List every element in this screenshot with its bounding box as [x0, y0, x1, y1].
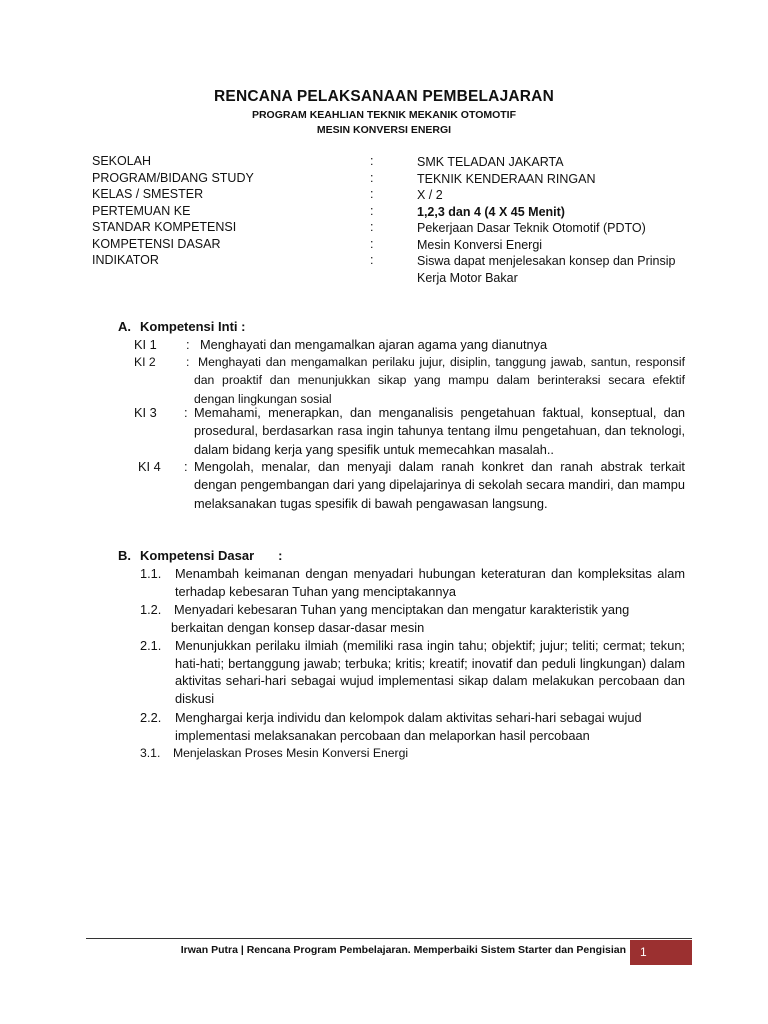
kd-text: Menjelaskan Proses Mesin Konversi Energi — [173, 746, 409, 760]
info-separator: : — [370, 236, 374, 251]
info-separator: : — [370, 187, 374, 201]
section-title: Kompetensi Dasar — [140, 548, 255, 563]
info-value: X / 2 — [417, 188, 443, 202]
info-value: Pekerjaan Dasar Teknik Otomotif (PDTO) — [417, 221, 646, 235]
ki-number: KI 3 — [134, 405, 157, 420]
ki-number: KI 2 — [134, 355, 156, 369]
section-letter: A. — [118, 319, 131, 334]
kd-text: Menyadari kebesaran Tuhan yang menciptakan dan mengatur karakteristik yang berkaitan dengan konsep dasar-dasar mesin — [171, 602, 630, 635]
footer-divider — [86, 938, 692, 939]
section-letter: B. — [118, 548, 131, 563]
ki-separator: : — [186, 355, 190, 369]
info-label: PROGRAM/BIDANG STUDY — [92, 170, 254, 185]
info-value: TEKNIK KENDERAAN RINGAN — [417, 171, 596, 186]
info-separator: : — [370, 253, 374, 267]
kd-text: Menunjukkan perilaku ilmiah (memiliki rasa ingin tahu; objektif; jujur; teliti; cermat; tekun; hati-hati; bertanggung jawab; terbuka; kritis; kreatif; inovatif dan peduli lingkungan) dalam aktivitas sehari-hari sebagai wujud implementasi sikap dalam melakukan percobaan dan diskusi — [175, 638, 685, 706]
kd-text: Menambah keimanan dengan menyadari hubungan keteraturan dan kompleksitas alam terhadap kebesaran Tuhan yang menciptakannya — [175, 566, 685, 599]
page-number-badge: 1 — [630, 940, 692, 965]
info-label: KOMPETENSI DASAR — [92, 236, 221, 251]
info-separator: : — [370, 203, 374, 218]
ki-text: Menghayati dan mengamalkan perilaku jujur, disiplin, tanggung jawab, santun, responsif dan proaktif dan menunjukkan sikap yang mampu dalam berinteraksi secara efektif dengan lingkungan sosial — [194, 355, 685, 406]
ki-separator: : — [184, 405, 188, 420]
info-label: STANDAR KOMPETENSI — [92, 220, 237, 234]
info-separator: : — [370, 220, 374, 234]
ki-text: Menghayati dan mengamalkan ajaran agama yang dianutnya — [200, 337, 548, 352]
footer-text: Irwan Putra | Rencana Program Pembelajaran. Memperbaiki Sistem Starter dan Pengisian — [180, 944, 626, 956]
kd-number: 2.1. — [140, 638, 162, 653]
info-separator: : — [370, 154, 374, 168]
kd-number: 3.1. — [140, 746, 161, 760]
kd-number: 2.2. — [140, 710, 162, 725]
kd-text: Menghargai kerja individu dan kelompok dalam aktivitas sehari-hari sebagai wujud implementasi melaksanakan percobaan dan melaporkan hasil percobaan — [175, 710, 642, 743]
info-separator: : — [370, 170, 374, 185]
kd-number: 1.1. — [140, 566, 162, 581]
ki-text: Mengolah, menalar, dan menyaji dalam ranah konkret dan ranah abstrak terkait dengan pengembangan dari yang dipelajarinya di sekolah secara mandiri, dan mampu melaksanakan tugas spesifik di bawah pengawasan langsung. — [194, 459, 685, 511]
info-label: INDIKATOR — [92, 253, 159, 267]
document-subtitle-program: PROGRAM KEAHLIAN TEKNIK MEKANIK OTOMOTIF — [251, 109, 517, 121]
kd-number: 1.2. — [140, 602, 162, 617]
document-subtitle-topic: MESIN KONVERSI ENERGI — [316, 124, 452, 136]
info-value: Siswa dapat menjelesakan konsep dan Prinsip Kerja Motor Bakar — [417, 254, 676, 285]
ki-number: KI 4 — [138, 459, 161, 474]
info-label: PERTEMUAN KE — [92, 203, 191, 218]
ki-number: KI 1 — [134, 337, 157, 352]
section-a-heading — [118, 319, 245, 334]
section-b-heading — [118, 548, 283, 563]
ki-text: Memahami, menerapkan, dan menganalisis pengetahuan faktual, konseptual, dan prosedural, berdasarkan rasa ingin tahunya tentang ilmu pengetahuan, dan teknologi, dalam bidang kerja yang spesifik untuk memecahkan masalah.. — [194, 405, 685, 457]
info-value: SMK TELADAN JAKARTA — [417, 155, 564, 169]
ki-separator: : — [186, 337, 190, 352]
info-label: KELAS / SMESTER — [92, 187, 204, 201]
section-title-separator: : — [278, 548, 283, 563]
ki-separator: : — [184, 459, 188, 474]
info-value: 1,2,3 dan 4 (4 X 45 Menit) — [417, 204, 565, 219]
info-value: Mesin Konversi Energi — [417, 237, 543, 252]
section-title: Kompetensi Inti : — [140, 319, 246, 334]
document-title: RENCANA PELAKSANAAN PEMBELAJARAN — [214, 88, 554, 105]
info-label: SEKOLAH — [92, 154, 152, 168]
